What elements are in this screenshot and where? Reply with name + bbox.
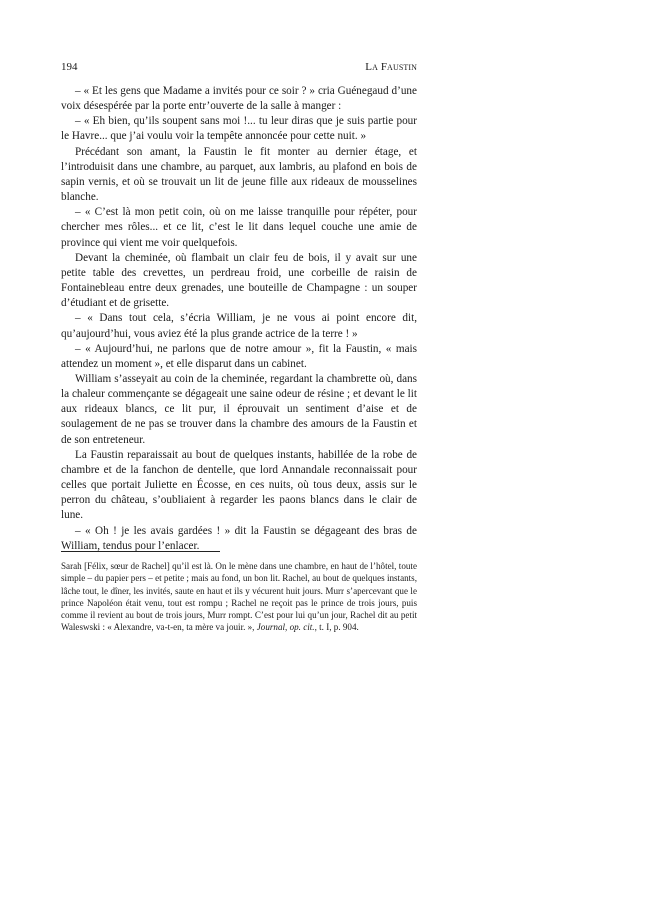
- paragraph: – « Aujourd’hui, ne parlons que de notre amour », fit la Faustin, « mais attendez un moment », et elle disparut dans un cabinet.: [61, 342, 417, 370]
- footnote-journal-title: Journal: [256, 622, 286, 633]
- paragraph: Devant la cheminée, où flambait un clair feu de bois, il y avait sur une petite table des crevettes, un perdreau froid, une corbeille de raisin de Fontainebleau entre deux grenades, une bouteille de Champagne : un souper d’étudiant et de grisette.: [61, 251, 417, 310]
- paragraph: La Faustin reparaissait au bout de quelques instants, habillée de la robe de chambre et de la fanchon de dentelle, que lord Annandale reconnaissait pour celles que portait Juliette en Écosse, en ces nuits, où tous deux, assis sur le perron du château, s’oubliaient à regarder les paons blancs dans le clair de lune.: [61, 448, 417, 522]
- paragraph: – « Oh ! je les avais gardées ! » dit la Faustin se dégageant des bras de William, tendus pour l’enlacer.: [61, 524, 417, 552]
- paragraph: William s’asseyait au coin de la cheminée, regardant la chambrette où, dans la chaleur commençante se dégageait une saine odeur de résine ; et devant le lit aux rideaux blancs, ce lit pur, il éprouvait un sentiment d’aise et de soulagement de ne pas se trouver dans la chambre des amours de la Faustin et de son entreteneur.: [61, 372, 417, 446]
- running-title: La Faustin: [365, 61, 417, 73]
- paragraph: – « Et les gens que Madame a invités pour ce soir ? » cria Guénegaud d’une voix désespérée par la porte entr’ouverte de la salle à manger :: [61, 85, 417, 113]
- footnote-separator-text: ,: [285, 622, 290, 633]
- page-number: 194: [61, 61, 78, 73]
- footnote: [61, 560, 417, 634]
- paragraph: – « Dans tout cela, s’écria William, je ne vous ai point encore dit, qu’aujourd’hui, vous aviez été la plus grande actrice de la terre ! »: [61, 312, 417, 340]
- paragraph: – « C’est là mon petit coin, où on me laisse tranquille pour répéter, pour chercher mes rôles... et ce lit, c’est le lit dans lequel couche une amie de province qui vient me voir quelquefois.: [61, 206, 417, 249]
- footnote-text: [61, 560, 417, 634]
- footnote-reference: , t. I, p. 904.: [314, 622, 359, 633]
- paragraph: – « Eh bien, qu’ils soupent sans moi !... tu leur diras que je suis partie pour le Havre... que j’ai voulu voir la tempête annoncée pour cette nuit. »: [61, 115, 417, 143]
- footnote-separator: [61, 551, 220, 552]
- footnote-body: Sarah [Félix, sœur de Rachel] qu’il est là. On le mène dans une chambre, en haut de l’hôtel, toute simple – du papier pers – et petite ; mais au fond, un bon lit. Rachel, au bout de quelques instants, lâche tout, le dîner, les invités, saute en haut et ils y vécurent huit jours. Murr s’apercevant que le prince Napoléon était venu, tout est rompu ; Rachel ne reçoit pas le prince de trois jours, puis comme il revient au bout de trois jours, Murr rompt. C’est pour lui qu’un jour, Rachel dit au petit Waleswski : « Alexandre, va-t-en, ta mère va jouir. »,: [61, 561, 417, 633]
- paragraph: Précédant son amant, la Faustin le fit monter au dernier étage, et l’introduisit dans une chambre, au parquet, aux lambris, au plafond en bois de sapin vernis, et où se trouvait un lit de jeune fille aux rideaux de mousselines blanche.: [61, 145, 417, 204]
- page-header: [61, 60, 417, 74]
- main-text: [61, 84, 417, 554]
- footnote-op-cit: op. cit.: [289, 622, 315, 633]
